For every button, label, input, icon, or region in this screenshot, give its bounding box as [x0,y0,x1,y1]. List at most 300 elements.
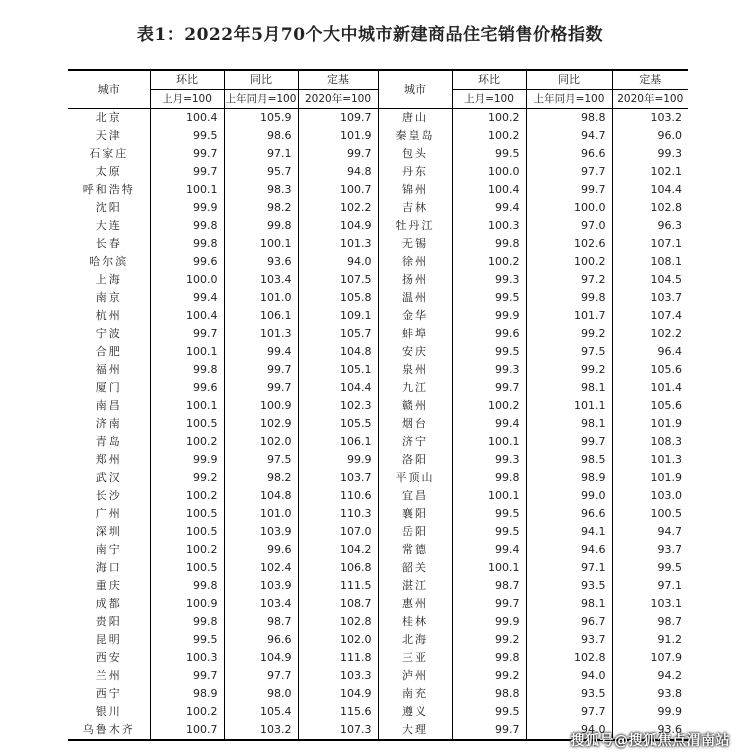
yoy-cell-right: 102.6 [526,235,612,253]
mom-cell-right: 99.7 [452,379,526,397]
table-row [68,217,688,235]
fixed-cell-right: 96.0 [612,127,688,145]
city-cell-left: 太原 [95,165,122,178]
yoy-cell-right: 98.8 [526,109,612,128]
fixed-cell-right: 102.2 [612,325,688,343]
mom-cell-left: 98.9 [150,685,224,703]
mom-cell-right: 100.2 [452,109,526,128]
mom-cell-left: 99.5 [150,631,224,649]
fixed-cell-left: 115.6 [298,703,378,721]
city-cell-right: 平顶山 [378,469,452,487]
fixed-cell-right: 98.7 [612,613,688,631]
fixed-cell-right: 99.5 [612,559,688,577]
table-row [68,325,688,343]
mom-cell-right: 99.9 [452,307,526,325]
yoy-cell-right: 99.8 [526,289,612,307]
yoy-cell-left: 97.7 [224,667,298,685]
fixed-cell-right: 94.2 [612,667,688,685]
fixed-cell-left: 102.0 [298,631,378,649]
mom-cell-right: 99.5 [452,145,526,163]
city-cell-right: 安庆 [378,343,452,361]
yoy-cell-right: 100.2 [526,253,612,271]
mom-cell-right: 99.5 [452,703,526,721]
yoy-cell-right: 99.2 [526,361,612,379]
city-cell-left: 杭州 [95,309,122,322]
mom-cell-left: 100.5 [150,523,224,541]
yoy-cell-right: 94.6 [526,541,612,559]
fixed-cell-right: 108.3 [612,433,688,451]
fixed-cell-right: 103.2 [612,109,688,128]
yoy-cell-right: 94.1 [526,523,612,541]
city-header-right: 城市 [378,70,452,109]
table-row [68,541,688,559]
fixed-cell-left: 104.8 [298,343,378,361]
table-row [68,577,688,595]
yoy-cell-right: 94.7 [526,127,612,145]
city-cell-right: 蚌埠 [378,325,452,343]
city-cell-left: 合肥 [95,345,122,358]
city-cell-right: 惠州 [378,595,452,613]
yoy-cell-left: 100.9 [224,397,298,415]
fixed-cell-left: 107.0 [298,523,378,541]
fixed-cell-left: 99.7 [298,145,378,163]
mom-cell-left: 100.5 [150,505,224,523]
mom-base-right: 上月=100 [452,90,526,109]
city-cell-right: 九江 [378,379,452,397]
city-cell-left: 大连 [95,219,122,232]
mom-cell-left: 99.4 [150,289,224,307]
city-cell-right: 北海 [378,631,452,649]
yoy-cell-right: 101.1 [526,397,612,415]
yoy-cell-right: 101.7 [526,307,612,325]
table-row [68,523,688,541]
mom-cell-right: 99.8 [452,469,526,487]
fixed-cell-left: 104.2 [298,541,378,559]
city-cell-right: 遵义 [378,703,452,721]
city-cell-right: 岳阳 [378,523,452,541]
yoy-cell-left: 98.6 [224,127,298,145]
city-cell-right: 秦皇岛 [378,127,452,145]
mom-cell-left: 100.3 [150,649,224,667]
mom-cell-left: 100.9 [150,595,224,613]
fixed-cell-right: 107.9 [612,649,688,667]
mom-cell-right: 99.6 [452,325,526,343]
city-cell-left: 济南 [95,417,122,430]
fixed-cell-right: 104.5 [612,271,688,289]
city-cell-right: 锦州 [378,181,452,199]
fixed-cell-left: 107.5 [298,271,378,289]
yoy-cell-right: 98.5 [526,451,612,469]
fixed-cell-right: 104.4 [612,181,688,199]
mom-cell-right: 99.5 [452,523,526,541]
fixed-cell-left: 104.9 [298,685,378,703]
yoy-cell-left: 103.2 [224,721,298,740]
city-cell-left: 福州 [95,363,122,376]
fixed-cell-right: 108.1 [612,253,688,271]
yoy-cell-left: 97.1 [224,145,298,163]
mom-cell-left: 100.2 [150,541,224,559]
city-cell-left: 武汉 [95,471,122,484]
fixed-cell-left: 111.8 [298,649,378,667]
city-cell-right: 三亚 [378,649,452,667]
fixed-cell-left: 108.7 [298,595,378,613]
table-row [68,469,688,487]
yoy-cell-right: 97.1 [526,559,612,577]
fixed-cell-left: 106.8 [298,559,378,577]
mom-cell-left: 99.9 [150,199,224,217]
table-title: 表1：2022年5月70个大中城市新建商品住宅销售价格指数 [136,25,604,45]
yoy-cell-left: 99.8 [224,217,298,235]
mom-cell-right: 99.2 [452,667,526,685]
table-row [68,685,688,703]
city-cell-right: 扬州 [378,271,452,289]
mom-cell-right: 99.4 [452,541,526,559]
yoy-cell-right: 102.8 [526,649,612,667]
mom-cell-right: 99.5 [452,343,526,361]
fixed-cell-right: 101.9 [612,415,688,433]
table-row [68,145,688,163]
yoy-cell-left: 93.6 [224,253,298,271]
fixed-cell-left: 103.3 [298,667,378,685]
city-cell-left: 郑州 [95,453,122,466]
fixed-cell-right: 102.1 [612,163,688,181]
city-cell-left: 宁波 [95,327,122,340]
fixed-cell-right: 93.6 [612,721,688,740]
fixed-cell-left: 94.8 [298,163,378,181]
yoy-cell-left: 99.6 [224,541,298,559]
city-cell-left: 石家庄 [89,147,129,160]
city-cell-right: 宜昌 [378,487,452,505]
city-cell-left: 贵阳 [95,615,122,628]
yoy-cell-left: 97.5 [224,451,298,469]
fixed-cell-left: 109.1 [298,307,378,325]
yoy-cell-left: 106.1 [224,307,298,325]
city-cell-left: 呼和浩特 [82,183,135,196]
fixed-cell-left: 100.7 [298,181,378,199]
table-row [68,127,688,145]
mom-cell-right: 99.3 [452,361,526,379]
fixed-cell-left: 109.7 [298,109,378,128]
yoy-cell-right: 96.6 [526,505,612,523]
fixed-cell-right: 96.3 [612,217,688,235]
fixed-cell-left: 107.3 [298,721,378,740]
table-row [68,289,688,307]
yoy-cell-right: 98.1 [526,379,612,397]
table-row [68,163,688,181]
city-cell-right: 无锡 [378,235,452,253]
table-row [68,595,688,613]
table-row [68,379,688,397]
yoy-cell-right: 96.6 [526,145,612,163]
mom-cell-left: 100.2 [150,703,224,721]
yoy-cell-left: 99.7 [224,379,298,397]
fixed-cell-left: 102.2 [298,199,378,217]
table-row [68,253,688,271]
yoy-cell-left: 98.2 [224,469,298,487]
mom-cell-left: 100.2 [150,433,224,451]
city-cell-right: 丹东 [378,163,452,181]
price-index-table [68,69,688,741]
mom-cell-right: 99.4 [452,199,526,217]
yoy-cell-left: 95.7 [224,163,298,181]
yoy-header-left: 同比 [224,70,298,90]
table-row [68,109,688,128]
city-cell-left: 重庆 [95,579,122,592]
fixed-cell-left: 101.3 [298,235,378,253]
yoy-cell-left: 100.1 [224,235,298,253]
mom-cell-left: 99.8 [150,217,224,235]
city-cell-right: 烟台 [378,415,452,433]
city-cell-right: 泉州 [378,361,452,379]
city-cell-right: 常德 [378,541,452,559]
yoy-cell-left: 101.0 [224,289,298,307]
fixed-base-right: 2020年=100 [612,90,688,109]
city-cell-right: 赣州 [378,397,452,415]
yoy-cell-right: 99.7 [526,181,612,199]
table-row [68,667,688,685]
yoy-cell-left: 103.9 [224,577,298,595]
yoy-cell-left: 102.0 [224,433,298,451]
city-cell-left: 天津 [95,129,122,142]
table-row [68,703,688,721]
city-cell-right: 牡丹江 [378,217,452,235]
city-cell-left: 银川 [95,705,122,718]
fixed-cell-right: 105.6 [612,361,688,379]
yoy-cell-left: 99.4 [224,343,298,361]
mom-header-left: 环比 [150,70,224,90]
fixed-cell-left: 99.9 [298,451,378,469]
fixed-cell-left: 105.8 [298,289,378,307]
city-cell-left: 乌鲁木齐 [68,721,150,740]
fixed-cell-left: 106.1 [298,433,378,451]
yoy-cell-left: 102.9 [224,415,298,433]
city-cell-left: 海口 [95,561,122,574]
table-row [68,271,688,289]
fixed-cell-left: 104.9 [298,217,378,235]
yoy-cell-right: 97.7 [526,703,612,721]
table-body [68,109,688,741]
yoy-cell-right: 93.5 [526,685,612,703]
mom-cell-right: 99.2 [452,631,526,649]
fixed-cell-left: 102.8 [298,613,378,631]
fixed-cell-left: 103.7 [298,469,378,487]
fixed-cell-right: 93.8 [612,685,688,703]
fixed-cell-right: 101.3 [612,451,688,469]
city-cell-left: 哈尔滨 [89,255,129,268]
city-cell-right: 泸州 [378,667,452,685]
city-cell-right: 洛阳 [378,451,452,469]
watermark: 搜狐号@搜狐焦点渭南站 [570,733,730,749]
fixed-cell-left: 110.6 [298,487,378,505]
fixed-cell-right: 93.7 [612,541,688,559]
yoy-cell-right: 97.2 [526,271,612,289]
mom-cell-left: 100.1 [150,343,224,361]
city-cell-right: 徐州 [378,253,452,271]
mom-cell-left: 100.1 [150,397,224,415]
yoy-cell-left: 105.4 [224,703,298,721]
yoy-cell-left: 99.7 [224,361,298,379]
table-row [68,451,688,469]
yoy-cell-left: 98.7 [224,613,298,631]
yoy-cell-right: 93.7 [526,631,612,649]
city-cell-right: 济宁 [378,433,452,451]
yoy-cell-right: 99.0 [526,487,612,505]
fixed-cell-right: 103.7 [612,289,688,307]
fixed-cell-right: 103.1 [612,595,688,613]
city-cell-left: 南京 [95,291,122,304]
yoy-cell-left: 103.9 [224,523,298,541]
city-cell-left: 南宁 [95,543,122,556]
yoy-cell-left: 101.3 [224,325,298,343]
city-cell-right: 金华 [378,307,452,325]
yoy-cell-right: 99.7 [526,433,612,451]
yoy-base-left: 上年同月=100 [224,90,298,109]
fixed-cell-left: 94.0 [298,253,378,271]
mom-cell-right: 99.7 [452,595,526,613]
yoy-cell-left: 105.9 [224,109,298,128]
city-cell-left: 广州 [95,507,122,520]
fixed-cell-right: 99.9 [612,703,688,721]
mom-cell-left: 99.8 [150,361,224,379]
yoy-cell-left: 104.9 [224,649,298,667]
table-row [68,361,688,379]
fixed-cell-left: 105.1 [298,361,378,379]
mom-cell-right: 99.5 [452,505,526,523]
yoy-cell-left: 96.6 [224,631,298,649]
mom-cell-right: 100.2 [452,397,526,415]
mom-cell-right: 100.1 [452,433,526,451]
table-row [68,235,688,253]
fixed-cell-right: 102.8 [612,199,688,217]
mom-cell-left: 100.4 [150,307,224,325]
mom-cell-left: 99.6 [150,253,224,271]
mom-base-left: 上月=100 [150,90,224,109]
mom-cell-left: 99.8 [150,235,224,253]
city-cell-right: 桂林 [378,613,452,631]
fixed-cell-left: 105.5 [298,415,378,433]
mom-cell-left: 99.7 [150,163,224,181]
city-cell-left: 长沙 [95,489,122,502]
city-cell-right: 湛江 [378,577,452,595]
city-cell-left: 沈阳 [95,201,122,214]
fixed-header-left: 定基 [298,70,378,90]
mom-cell-left: 99.7 [150,145,224,163]
fixed-cell-left: 102.3 [298,397,378,415]
fixed-cell-left: 101.9 [298,127,378,145]
city-cell-left: 青岛 [95,435,122,448]
yoy-cell-left: 103.4 [224,595,298,613]
city-cell-right: 唐山 [378,109,452,128]
city-cell-right: 温州 [378,289,452,307]
mom-cell-left: 100.0 [150,271,224,289]
fixed-cell-left: 111.5 [298,577,378,595]
fixed-cell-right: 101.9 [612,469,688,487]
city-cell-left: 长春 [95,237,122,250]
fixed-cell-left: 105.7 [298,325,378,343]
table-row [68,559,688,577]
mom-cell-right: 100.4 [452,181,526,199]
fixed-cell-right: 103.0 [612,487,688,505]
mom-cell-left: 99.7 [150,667,224,685]
city-cell-left: 厦门 [95,381,122,394]
yoy-cell-right: 97.0 [526,217,612,235]
table-row [68,181,688,199]
yoy-cell-left: 102.4 [224,559,298,577]
fixed-cell-right: 96.4 [612,343,688,361]
mom-cell-right: 98.7 [452,577,526,595]
table-row [68,343,688,361]
yoy-cell-left: 103.4 [224,271,298,289]
mom-cell-right: 99.4 [452,415,526,433]
table-row [68,613,688,631]
fixed-cell-left: 110.3 [298,505,378,523]
city-cell-right: 襄阳 [378,505,452,523]
mom-cell-right: 99.8 [452,649,526,667]
city-cell-right: 南充 [378,685,452,703]
table-row [68,307,688,325]
yoy-cell-right: 98.9 [526,469,612,487]
table-row [68,397,688,415]
mom-cell-left: 99.9 [150,451,224,469]
mom-cell-right: 99.3 [452,451,526,469]
city-cell-left: 深圳 [95,525,122,538]
fixed-cell-right: 101.4 [612,379,688,397]
yoy-cell-left: 98.3 [224,181,298,199]
fixed-cell-right: 107.4 [612,307,688,325]
table-row [68,487,688,505]
city-cell-left: 西宁 [95,687,122,700]
mom-cell-right: 98.8 [452,685,526,703]
table-row [68,199,688,217]
yoy-cell-right: 94.0 [526,721,612,740]
city-header-left: 城市 [68,70,150,109]
table-row [68,433,688,451]
mom-cell-left: 100.2 [150,487,224,505]
mom-cell-left: 99.6 [150,379,224,397]
mom-cell-right: 99.7 [452,721,526,740]
mom-cell-right: 100.2 [452,253,526,271]
mom-cell-right: 100.0 [452,163,526,181]
table-row [68,415,688,433]
city-cell-right: 大理 [378,721,452,740]
city-cell-left: 昆明 [95,633,122,646]
mom-cell-right: 99.5 [452,289,526,307]
fixed-base-left: 2020年=100 [298,90,378,109]
table-row [68,505,688,523]
mom-cell-left: 99.7 [150,325,224,343]
yoy-cell-right: 98.1 [526,415,612,433]
table-row [68,631,688,649]
city-cell-right: 韶关 [378,559,452,577]
mom-cell-left: 99.2 [150,469,224,487]
mom-cell-left: 100.4 [150,109,224,128]
mom-cell-left: 99.8 [150,577,224,595]
fixed-cell-right: 100.5 [612,505,688,523]
yoy-cell-right: 99.2 [526,325,612,343]
city-cell-left: 南昌 [95,399,122,412]
mom-cell-left: 100.5 [150,415,224,433]
yoy-cell-right: 96.7 [526,613,612,631]
yoy-cell-left: 98.2 [224,199,298,217]
yoy-base-right: 上年同月=100 [526,90,612,109]
mom-cell-left: 100.1 [150,181,224,199]
mom-cell-right: 99.9 [452,613,526,631]
city-cell-left: 北京 [95,111,122,124]
mom-cell-left: 100.5 [150,559,224,577]
yoy-header-right: 同比 [526,70,612,90]
city-cell-left: 兰州 [95,669,122,682]
header-row [68,70,688,90]
